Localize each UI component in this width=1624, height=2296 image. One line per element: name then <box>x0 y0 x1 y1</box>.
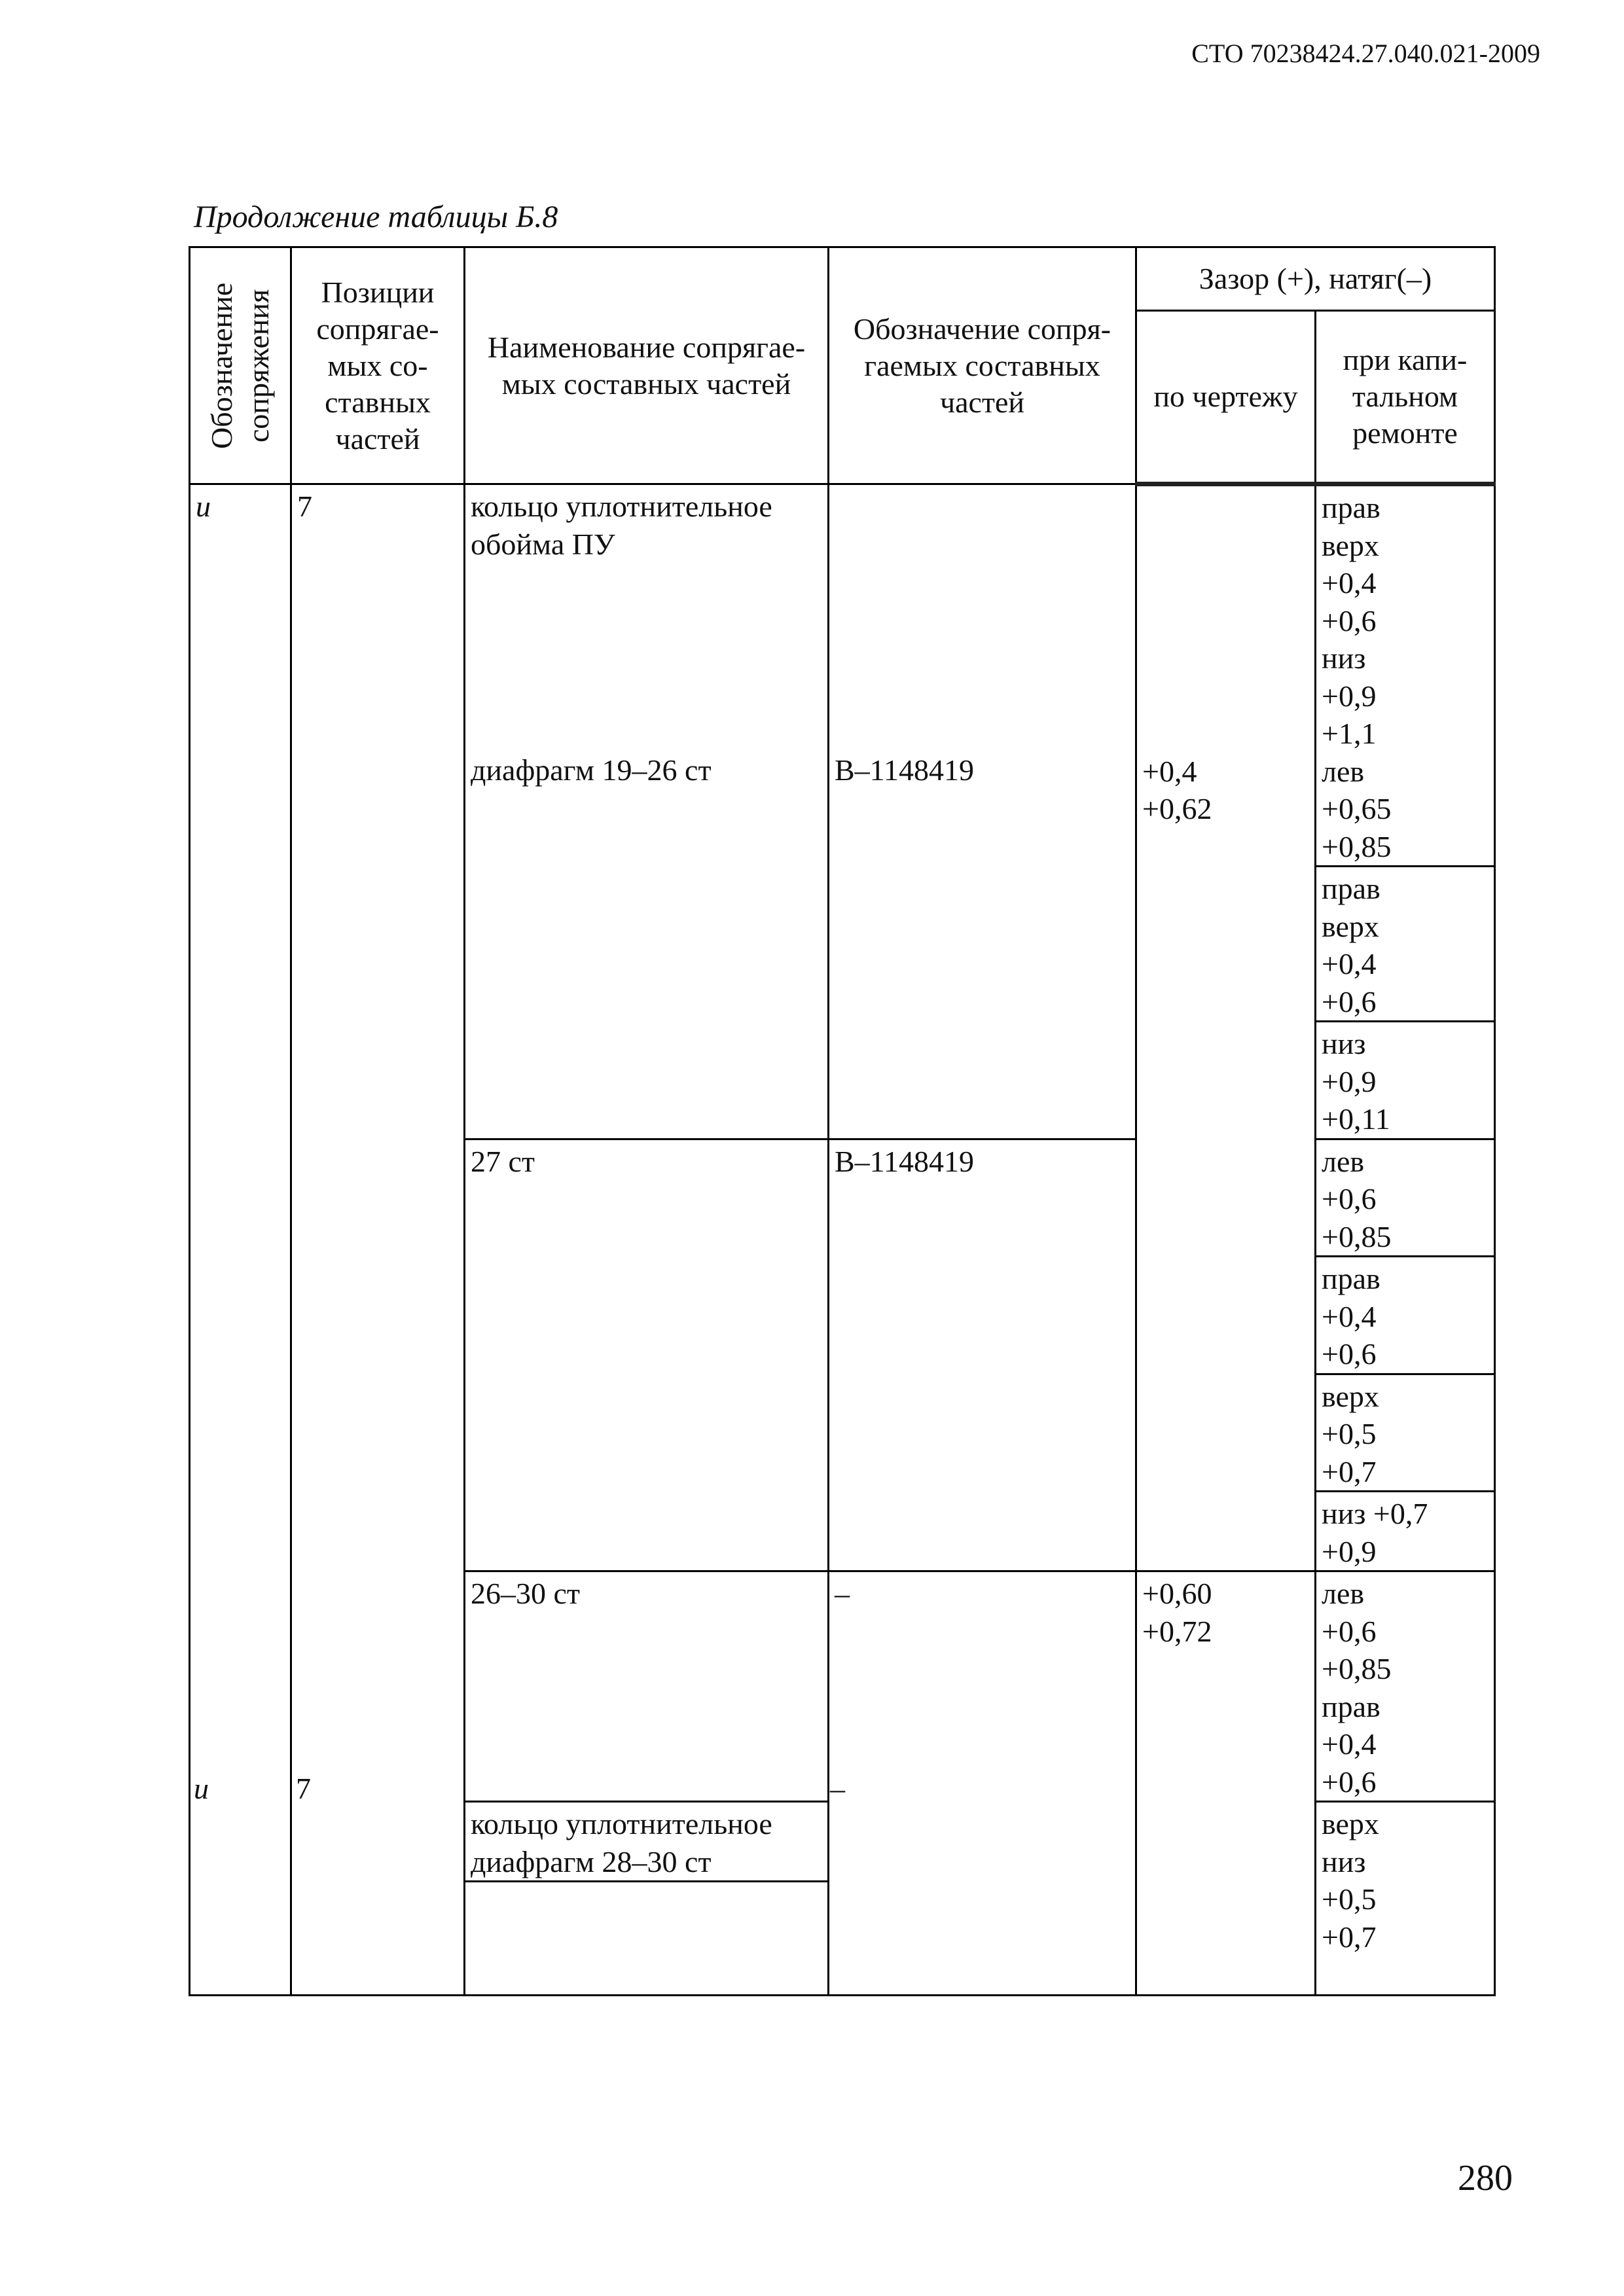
header-part-code: Обозначение сопря- гаемых составных частей <box>829 247 1136 484</box>
mating-parts-table <box>189 246 1496 1996</box>
overhaul-cell: верх низ +0,5 +0,7 <box>1316 1802 1495 1996</box>
designation-cell-2: и <box>194 1772 209 1805</box>
overhaul-cell: верх +0,5 +0,7 <box>1316 1374 1495 1492</box>
by-drawing-cell: +0,4 +0,62 <box>1136 484 1316 1571</box>
designation-cell: и <box>190 484 291 1996</box>
part-code-cell: В–1148419 <box>829 484 1136 1139</box>
part-name-cell: кольцо уплотнительное обойма ПУ диафрагм 19–26 ст <box>465 484 829 1139</box>
overhaul-cell: прав верх +0,4 +0,6 низ +0,9 +1,1 лев +0,65 +0,85 <box>1316 484 1495 867</box>
header-designation-text: Обозначение сопряжения <box>205 282 275 449</box>
overhaul-cell: лев +0,6 +0,85 <box>1316 1139 1495 1257</box>
part-name-cell: кольцо уплотнительное диафрагм 28–30 ст <box>465 1802 829 1882</box>
header-positions: Позиции сопрягае- мых со- ставных частей <box>291 247 465 484</box>
overhaul-cell: лев +0,6 +0,85 прав +0,4 +0,6 <box>1316 1571 1495 1802</box>
overhaul-cell: низ +0,7 +0,9 <box>1316 1492 1495 1571</box>
part-name-cell: 27 ст <box>465 1139 829 1571</box>
overhaul-cell: низ +0,9 +0,11 <box>1316 1022 1495 1139</box>
part-code-cell: В–1148419 <box>829 1139 1136 1571</box>
by-drawing-cell: +0,60 +0,72 <box>1136 1571 1316 1996</box>
part-name-cell: 26–30 ст <box>465 1571 829 1802</box>
header-at-overhaul: при капи- тальном ремонте <box>1316 311 1495 484</box>
part-code-cell-4: – <box>830 1772 845 1805</box>
part-name-cell <box>465 1882 829 1996</box>
page-number: 280 <box>1458 2158 1513 2198</box>
part-code-cell: – <box>829 1571 1136 1996</box>
positions-cell-2: 7 <box>296 1772 311 1805</box>
overhaul-cell: прав верх +0,4 +0,6 <box>1316 867 1495 1022</box>
header-designation <box>190 247 291 484</box>
overhaul-cell: прав +0,4 +0,6 <box>1316 1257 1495 1374</box>
positions-cell: 7 <box>291 484 465 1996</box>
document-code: СТО 70238424.27.040.021-2009 <box>1191 39 1540 68</box>
header-by-drawing: по чертежу <box>1136 311 1316 484</box>
table-caption: Продолжение таблицы Б.8 <box>194 200 558 234</box>
header-gap-group: Зазор (+), натяг(–) <box>1136 247 1495 311</box>
header-part-name: Наименование сопрягае- мых составных частей <box>465 247 829 484</box>
